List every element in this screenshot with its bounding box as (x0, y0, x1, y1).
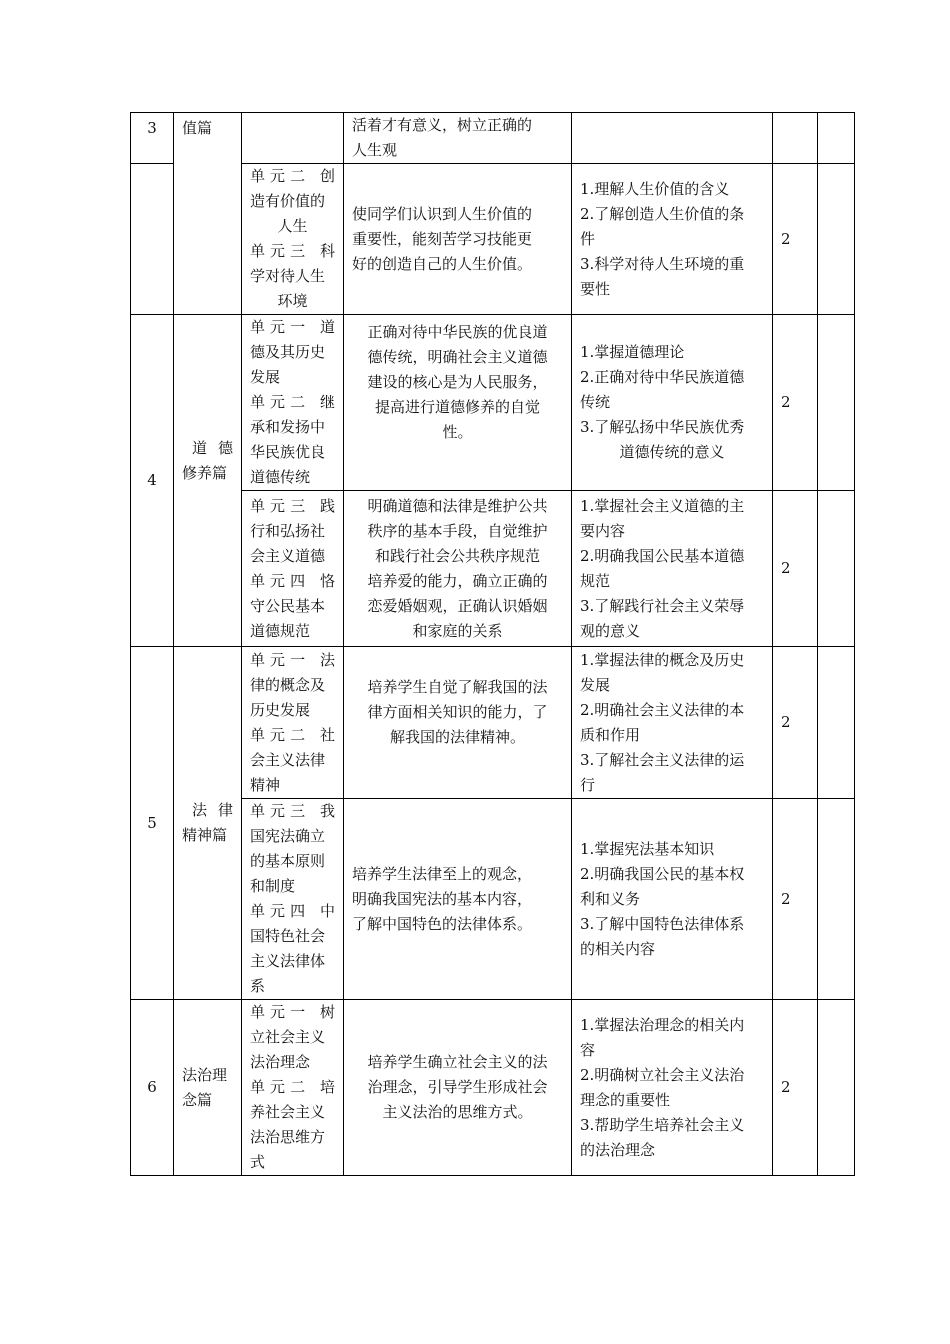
unit-line: 精神 (250, 775, 281, 794)
chapter-number-cell (131, 1000, 174, 1176)
goal-line: 德传统，明确社会主义道德 (367, 348, 548, 366)
unit-line: 单元二 培 (250, 1078, 335, 1096)
blank-cell (818, 315, 855, 491)
unit-line: 养社会主义 (250, 1103, 326, 1121)
chapter-number: 6 (147, 1078, 157, 1096)
unit-line: 历史发展 (250, 700, 311, 719)
goal-line: 恋爱婚姻观，正确认识婚姻 (367, 596, 548, 615)
goal-line: 培养爱的能力，确立正确的 (367, 571, 548, 590)
goal-line: 人生观 (352, 141, 398, 159)
unit-line: 会主义道德 (250, 546, 326, 565)
unit-line: 单元四 中 (250, 902, 335, 920)
goal-line: 主义法治的思维方式。 (382, 1103, 533, 1121)
unit-line: 承和发扬中 (250, 418, 326, 436)
unit-line: 守公民基本 (250, 596, 326, 615)
chapter-title-cell (174, 113, 242, 315)
unit-line: 的基本原则 (250, 852, 326, 870)
requirement-line: 1.理解人生价值的含义 (580, 179, 730, 198)
hours-value: 2 (781, 229, 791, 248)
unit-line: 和制度 (250, 877, 296, 895)
unit-line: 单元一 道 (250, 318, 335, 336)
blank-cell (818, 113, 855, 164)
goal-line: 治理念，引导学生形成社会 (367, 1078, 548, 1096)
chapter-title-cell (174, 315, 242, 647)
requirement-cell (572, 647, 773, 799)
goal-line: 秩序的基本手段，自觉维护 (367, 521, 548, 540)
requirement-line: 道德传统的意义 (619, 443, 725, 461)
requirement-line: 1.掌握法律的概念及历史 (580, 650, 745, 669)
unit-line: 单元三 践 (250, 496, 335, 515)
requirement-line: 容 (580, 1040, 596, 1059)
chapter-number-cell (131, 315, 174, 647)
syllabus-table (130, 112, 855, 1176)
goal-line: 建设的核心是为人民服务， (367, 373, 548, 391)
goal-line: 了解中国特色的法律体系。 (352, 914, 533, 933)
hours-cell (773, 799, 818, 1000)
chapter-title-line: 精神篇 (182, 826, 228, 844)
requirement-line: 观的意义 (580, 621, 641, 640)
goal-line: 提高进行道德修养的自觉 (374, 398, 540, 416)
chapter-title-cell (174, 647, 242, 1000)
requirement-line: 2.明确社会主义法律的本 (580, 700, 745, 719)
hours-cell (773, 164, 818, 315)
requirement-line: 规范 (580, 571, 611, 590)
requirement-line: 2.了解创造人生价值的条 (580, 204, 745, 223)
unit-line: 华民族优良 (250, 443, 326, 461)
requirement-line: 3.了解践行社会主义荣辱 (580, 596, 745, 615)
goal-cell (344, 647, 572, 799)
goal-line: 正确对待中华民族的优良道 (367, 323, 548, 341)
chapter-number-cell (131, 113, 174, 164)
chapter-number-cell (131, 647, 174, 1000)
unit-line: 单元二 继 (250, 393, 335, 411)
unit-cell (242, 315, 344, 491)
goal-line: 培养学生自觉了解我国的法 (367, 678, 548, 696)
chapter-number: 3 (147, 119, 157, 137)
requirement-line: 的法治理念 (580, 1140, 656, 1159)
requirement-line: 传统 (580, 393, 611, 411)
blank-cell (818, 647, 855, 799)
unit-line: 国宪法确立 (250, 827, 326, 845)
chapter-title-line: 法 律 (192, 801, 233, 819)
unit-line: 立社会主义 (250, 1028, 326, 1046)
table-row (131, 1000, 855, 1176)
requirement-line: 3.帮助学生培养社会主义 (580, 1115, 745, 1134)
chapter-title-line: 修养篇 (182, 463, 228, 482)
unit-line: 德及其历史 (250, 343, 326, 361)
blank-cell (818, 799, 855, 1000)
goal-cell (344, 491, 572, 647)
hours-cell (773, 315, 818, 491)
chapter-title-line: 道 德 (192, 438, 233, 457)
unit-cell (242, 491, 344, 647)
requirement-line: 3.了解弘扬中华民族优秀 (580, 418, 745, 436)
chapter-title-line: 念篇 (182, 1090, 213, 1109)
unit-line: 法治思维方 (250, 1128, 326, 1146)
requirement-line: 理念的重要性 (580, 1090, 671, 1109)
goal-line: 和家庭的关系 (412, 621, 503, 640)
requirement-cell (572, 315, 773, 491)
chapter-title-cell (174, 1000, 242, 1176)
hours-cell (773, 1000, 818, 1176)
goal-line: 培养学生法律至上的观念， (352, 864, 533, 883)
hours-value: 2 (781, 393, 791, 411)
goal-line: 好的创造自己的人生价值。 (352, 254, 533, 273)
requirement-cell (572, 1000, 773, 1176)
goal-line: 解我国的法律精神。 (389, 728, 525, 746)
goal-cell (344, 164, 572, 315)
hours-value: 2 (781, 889, 791, 908)
unit-cell (242, 799, 344, 1000)
goal-line: 和践行社会公共秩序规范 (374, 546, 540, 565)
hours-cell (773, 647, 818, 799)
chapter-title-line: 法治理 (182, 1065, 228, 1084)
unit-cell (242, 647, 344, 799)
requirement-line: 利和义务 (580, 889, 641, 908)
unit-line: 单元四 恪 (250, 571, 335, 590)
chapter-number-cell (131, 164, 174, 315)
unit-line: 造有价值的 (250, 192, 326, 210)
unit-line: 系 (250, 977, 266, 995)
unit-line: 学对待人生 (250, 267, 326, 285)
goal-line: 性。 (442, 423, 473, 441)
requirement-line: 发展 (580, 675, 611, 694)
requirement-line: 行 (580, 775, 596, 794)
requirement-line: 要性 (580, 279, 611, 298)
unit-cell (242, 1000, 344, 1176)
unit-line: 单元二 创 (250, 167, 335, 185)
requirement-cell (572, 491, 773, 647)
requirement-line: 1.掌握社会主义道德的主 (580, 496, 745, 515)
requirement-line: 3.了解社会主义法律的运 (580, 750, 745, 769)
requirement-cell (572, 113, 773, 164)
unit-line: 主义法律体 (250, 952, 326, 970)
goal-line: 明确道德和法律是维护公共 (367, 496, 548, 515)
goal-cell (344, 315, 572, 491)
requirement-line: 3.科学对待人生环境的重 (580, 254, 745, 273)
requirement-line: 质和作用 (580, 725, 641, 744)
requirement-line: 件 (580, 229, 596, 248)
blank-cell (818, 491, 855, 647)
unit-line: 行和弘扬社 (250, 521, 326, 540)
requirement-line: 1.掌握道德理论 (580, 343, 685, 361)
hours-value: 2 (781, 713, 791, 731)
unit-line: 国特色社会 (250, 927, 326, 945)
chapter-title-line: 值篇 (182, 119, 213, 137)
unit-line: 会主义法律 (250, 750, 326, 769)
hours-cell (773, 491, 818, 647)
hours-value: 2 (781, 1078, 791, 1096)
unit-line: 道德规范 (250, 621, 311, 640)
requirement-line: 1.掌握宪法基本知识 (580, 839, 715, 858)
unit-line: 发展 (250, 368, 281, 386)
unit-line: 环境 (277, 292, 308, 310)
chapter-number: 5 (147, 813, 157, 832)
unit-line: 道德传统 (250, 468, 311, 486)
goal-line: 律方面相关知识的能力，了 (367, 703, 548, 721)
chapter-number: 4 (147, 471, 157, 489)
goal-line: 活着才有意义，树立正确的 (352, 116, 533, 134)
requirement-line: 2.正确对待中华民族道德 (580, 368, 745, 386)
unit-line: 单元三 我 (250, 802, 335, 820)
goal-cell (344, 113, 572, 164)
requirement-line: 2.明确我国公民基本道德 (580, 546, 745, 565)
requirement-line: 要内容 (580, 521, 626, 540)
table-row (131, 113, 855, 164)
blank-cell (818, 1000, 855, 1176)
requirement-line: 2.明确我国公民的基本权 (580, 864, 745, 883)
unit-cell (242, 164, 344, 315)
goal-cell (344, 799, 572, 1000)
hours-cell (773, 113, 818, 164)
unit-cell (242, 113, 344, 164)
requirement-line: 1.掌握法治理念的相关内 (580, 1015, 745, 1034)
unit-line: 单元一 法 (250, 650, 335, 669)
goal-line: 培养学生确立社会主义的法 (367, 1053, 548, 1071)
goal-line: 重要性，能刻苦学习技能更 (352, 229, 533, 248)
goal-line: 明确我国宪法的基本内容， (352, 889, 533, 908)
unit-line: 单元二 社 (250, 725, 335, 744)
goal-cell (344, 1000, 572, 1176)
unit-line: 人生 (277, 217, 308, 235)
table-row (131, 647, 855, 799)
table-row (131, 315, 855, 491)
requirement-cell (572, 164, 773, 315)
hours-value: 2 (781, 559, 791, 577)
requirement-cell (572, 799, 773, 1000)
unit-line: 单元一 树 (250, 1003, 335, 1021)
unit-line: 法治理念 (250, 1053, 311, 1071)
requirement-line: 2.明确树立社会主义法治 (580, 1065, 745, 1084)
unit-line: 律的概念及 (250, 675, 326, 694)
unit-line: 式 (250, 1153, 266, 1171)
requirement-line: 的相关内容 (580, 939, 656, 958)
unit-line: 单元三 科 (250, 242, 335, 260)
blank-cell (818, 164, 855, 315)
goal-line: 使同学们认识到人生价值的 (352, 204, 533, 223)
requirement-line: 3.了解中国特色法律体系 (580, 914, 745, 933)
